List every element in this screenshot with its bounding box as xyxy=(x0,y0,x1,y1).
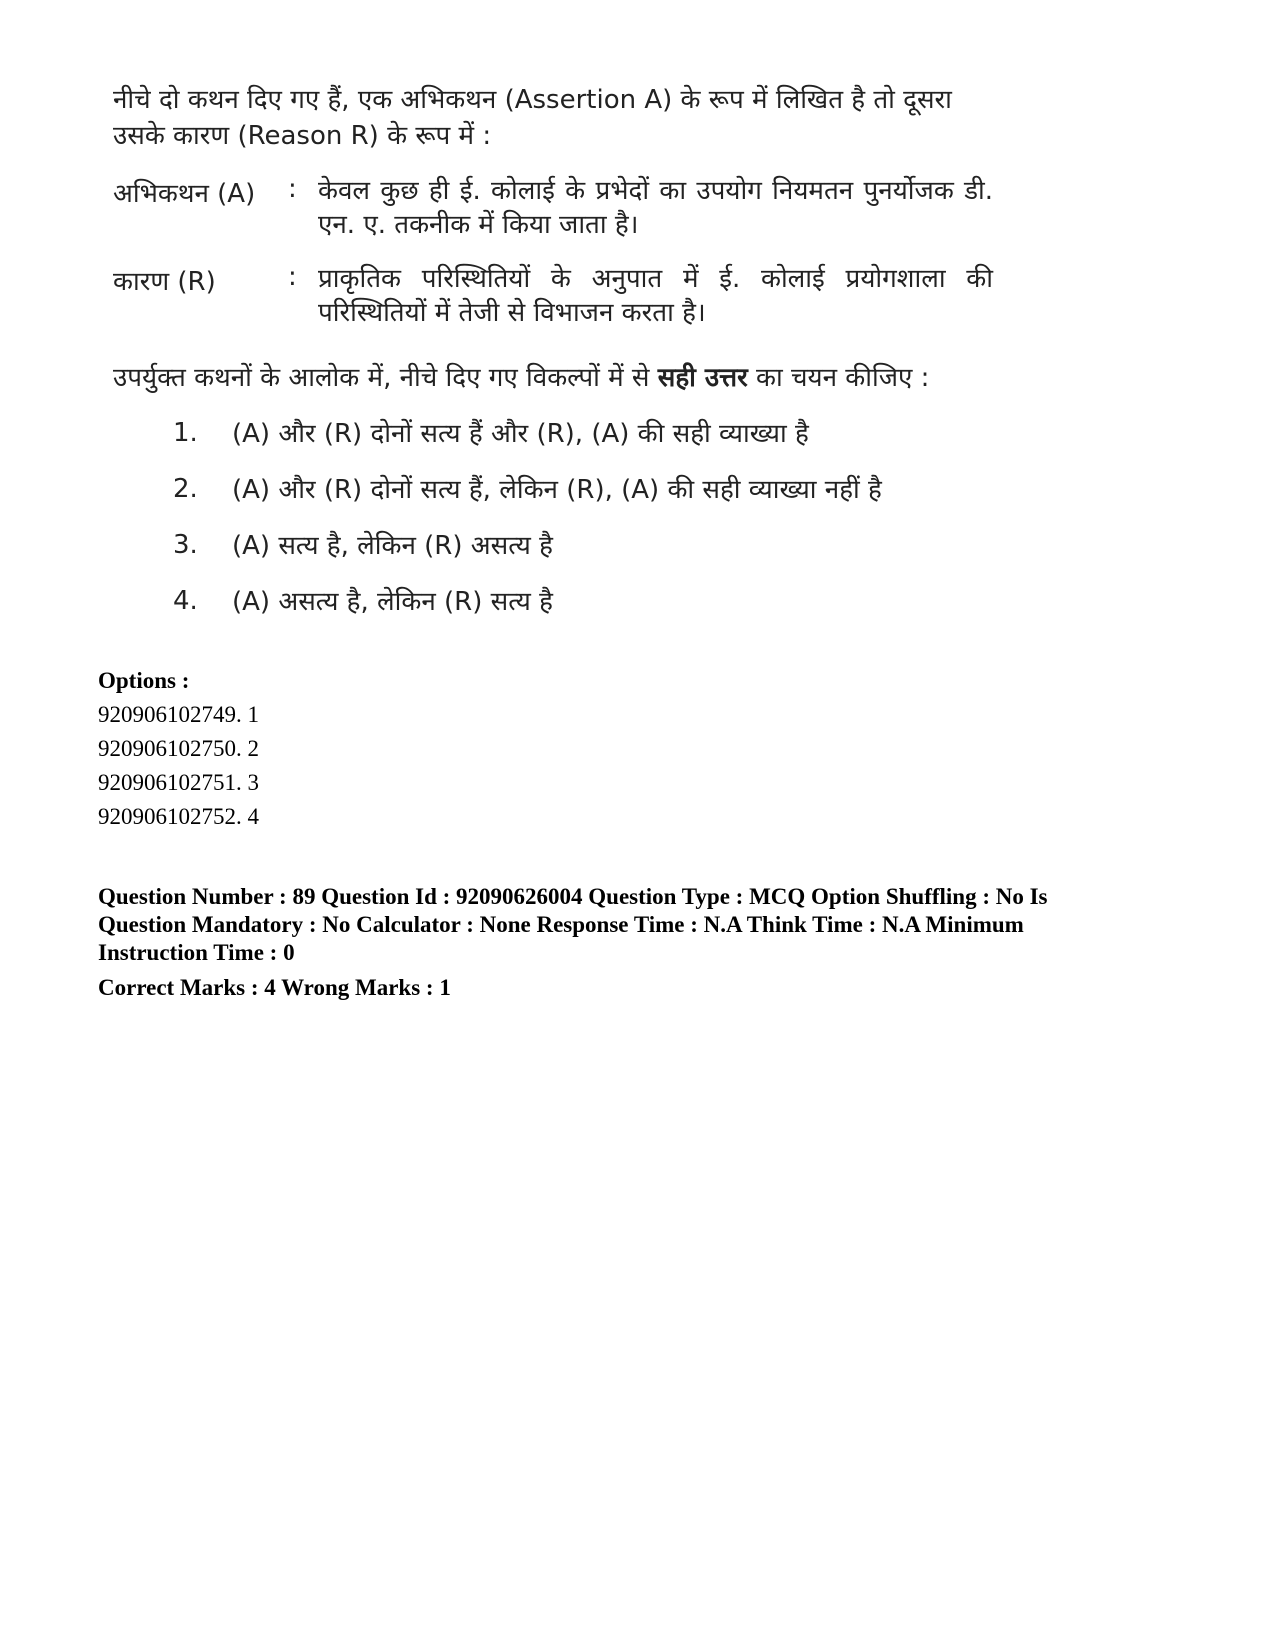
option-line: 920906102750. 2 xyxy=(98,736,259,761)
meta-line: Question Number : 89 Question Id : 92090626004 Question Type : MCQ Option Shuffling : No Is xyxy=(98,884,1048,909)
choice-number: 4. xyxy=(173,586,198,616)
question-intro: नीचे दो कथन दिए गए हैं, एक अभिकथन (Assertion A) के रूप में लिखित है तो दूसरा उसके कारण (Reason R) के रूप में : xyxy=(113,85,952,151)
reason-text: प्राकृतिक परिस्थितियों के अनुपात में ई. कोलाई प्रयोगशाला की परिस्थितियों में तेजी से विभाजन करता है। xyxy=(318,264,993,328)
question-meta xyxy=(98,883,1178,967)
marks-line: Correct Marks : 4 Wrong Marks : 1 xyxy=(98,975,451,1000)
assertion-label: अभिकथन (A) xyxy=(113,179,256,209)
option-line: 920906102752. 4 xyxy=(98,804,259,829)
reason-label: कारण (R) xyxy=(113,267,216,297)
options-heading: Options : xyxy=(98,668,190,693)
choice-number: 2. xyxy=(173,474,198,504)
choice-number: 3. xyxy=(173,530,198,560)
choice-text: (A) असत्य है, लेकिन (R) सत्य है xyxy=(232,587,553,617)
choice-number: 1. xyxy=(173,418,198,448)
meta-line: Question Mandatory : No Calculator : None Response Time : N.A Think Time : N.A Minimum xyxy=(98,912,1024,937)
reason-colon: : xyxy=(288,262,297,292)
choice-text: (A) और (R) दोनों सत्य हैं, लेकिन (R), (A) की सही व्याख्या नहीं है xyxy=(232,475,882,505)
instruction-pre: उपर्युक्त कथनों के आलोक में, नीचे दिए गए विकल्पों में से xyxy=(113,363,658,393)
choice-text: (A) और (R) दोनों सत्य हैं और (R), (A) की सही व्याख्या है xyxy=(232,419,809,449)
option-line: 920906102749. 1 xyxy=(98,702,259,727)
instruction-bold: सही उत्तर xyxy=(657,363,748,393)
assertion-text: केवल कुछ ही ई. कोलाई के प्रभेदों का उपयोग नियमतन पुनर्योजक डी. एन. ए. तकनीक में किया जाता है। xyxy=(318,176,993,240)
instruction-post: का चयन कीजिए : xyxy=(747,363,930,393)
meta-line: Instruction Time : 0 xyxy=(98,940,295,965)
instruction xyxy=(113,358,929,394)
option-line: 920906102751. 3 xyxy=(98,770,259,795)
choice-text: (A) सत्य है, लेकिन (R) असत्य है xyxy=(232,531,553,561)
assertion-colon: : xyxy=(288,174,297,204)
